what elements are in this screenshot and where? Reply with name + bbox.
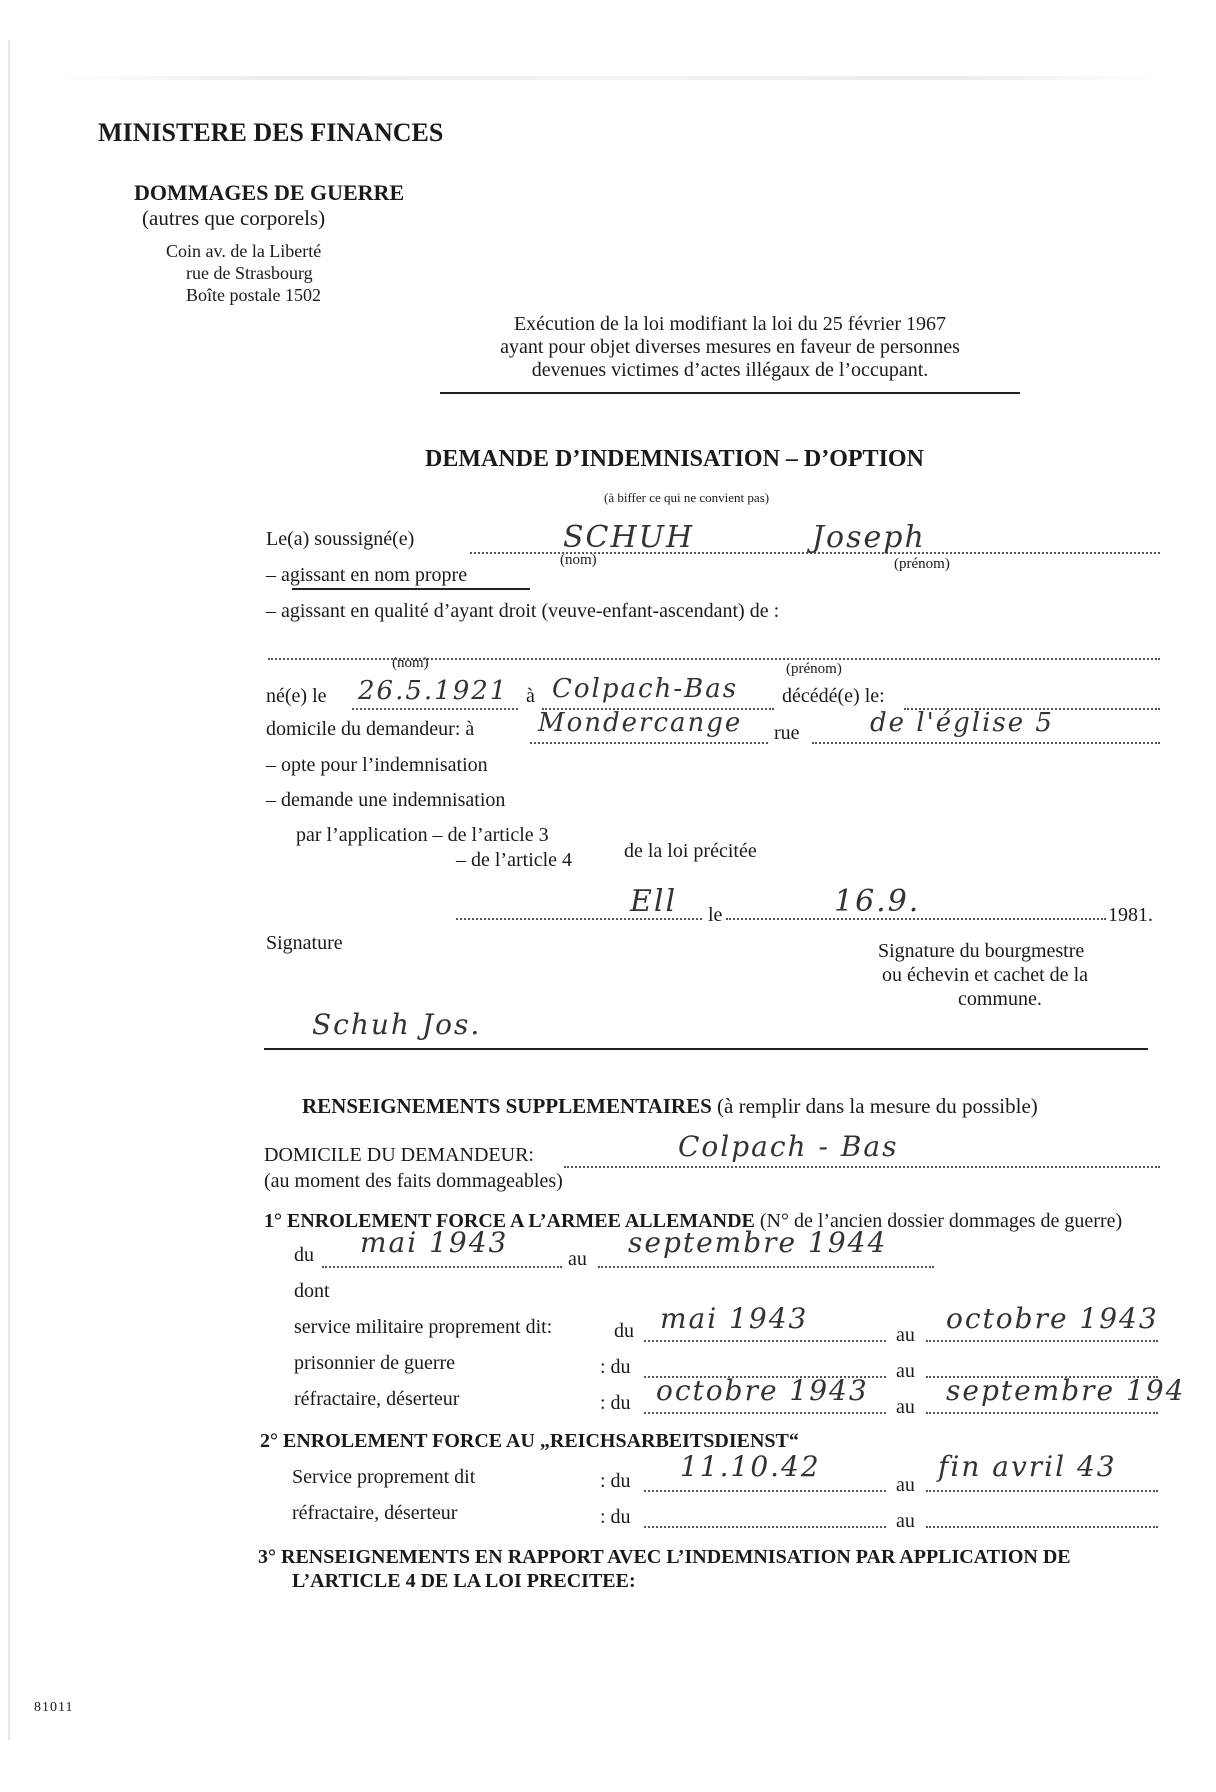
- military-service-label: service militaire proprement dit:: [294, 1316, 553, 1338]
- handwritten-deserter-to: septembre 194: [946, 1374, 1186, 1407]
- section-1-title: ENROLEMENT FORCE A L’ARMEE ALLEMANDE: [287, 1210, 755, 1232]
- address-line-1: Coin av. de la Liberté: [166, 241, 322, 261]
- domicile-town-line: [530, 742, 768, 744]
- army-au-label: au: [568, 1248, 587, 1270]
- military-to-line: [926, 1340, 1158, 1342]
- deserter-to-line: [926, 1412, 1158, 1414]
- handwritten-place: Ell: [630, 884, 678, 919]
- handwritten-service-from: mai 1943: [660, 1302, 809, 1335]
- ministry-title: MINISTERE DES FINANCES: [98, 118, 444, 147]
- nom-label-2: (nom): [392, 655, 429, 671]
- deserter-au-label: au: [896, 1396, 915, 1418]
- deserter-du-label: : du: [600, 1392, 631, 1414]
- undersigned-label: Le(a) soussigné(e): [266, 528, 415, 550]
- opt-option: – opte pour l’indemnisation: [266, 754, 488, 776]
- year-printed: 1981.: [1108, 904, 1153, 926]
- deceased-label: décédé(e) le:: [782, 685, 885, 707]
- deserter-from-line: [644, 1412, 886, 1414]
- law-line-3: devenues victimes d’actes illégaux de l’occupant.: [531, 359, 929, 381]
- supplementary-title: [302, 1094, 1038, 1119]
- section-2-title: ENROLEMENT FORCE AU „REICHSARBEITSDIENST“: [283, 1430, 799, 1452]
- section-1-note: (N° de l’ancien dossier dommages de guerre): [759, 1210, 1123, 1232]
- strike-note: (à biffer ce qui ne convient pas): [604, 490, 770, 505]
- signature-label: Signature: [266, 932, 343, 954]
- section-3-line-1: RENSEIGNEMENTS EN RAPPORT AVEC L’INDEMNISATION PAR APPLICATION DE: [281, 1546, 1071, 1568]
- rad-deserter-from-line: [644, 1526, 886, 1528]
- address-line-2: rue de Strasbourg: [186, 263, 313, 283]
- handwritten-street: de l'église 5: [870, 708, 1054, 738]
- extra-domicile-note: (au moment des faits dommageables): [264, 1170, 563, 1192]
- law-line-2: ayant pour objet diverses mesures en faveur de personnes: [500, 336, 960, 358]
- handwritten-first-name: Joseph: [812, 520, 926, 555]
- rad-deserter-to-line: [926, 1526, 1158, 1528]
- nom-label: (nom): [560, 552, 597, 568]
- rad-du-label: : du: [600, 1470, 631, 1492]
- application-article-3: par l’application – de l’article 3: [296, 824, 549, 846]
- born-label: né(e) le: [266, 685, 327, 707]
- rad-to-line: [926, 1490, 1158, 1492]
- section-1-number: 1°: [264, 1210, 282, 1232]
- handwritten-service-to: octobre 1943: [946, 1302, 1159, 1335]
- handwritten-domicile-at-events: Colpach - Bas: [678, 1130, 899, 1163]
- handwritten-surname: SCHUH: [563, 520, 695, 555]
- address-line-3: Boîte postale 1502: [186, 285, 321, 305]
- rad-service-label: Service proprement dit: [292, 1466, 476, 1488]
- scan-edge: [8, 40, 10, 1740]
- rad-deserter-label: réfractaire, déserteur: [292, 1502, 458, 1524]
- handwritten-birth-place: Colpach-Bas: [552, 674, 739, 704]
- army-to-line: [598, 1266, 934, 1268]
- rad-deserter-du-label: : du: [600, 1506, 631, 1528]
- law-line-1: Exécution de la loi modifiant la loi du 25 février 1967: [513, 313, 947, 335]
- birth-date-line: [352, 708, 518, 710]
- prisoner-du-label: : du: [600, 1356, 631, 1378]
- at-label: à: [526, 685, 535, 707]
- supplementary-title-note: (à remplir dans la mesure du possible): [717, 1094, 1038, 1118]
- handwritten-birth-date: 26.5.1921: [358, 676, 509, 706]
- street-label: rue: [774, 722, 800, 744]
- section-2-number: 2°: [260, 1430, 278, 1452]
- deserter-label: réfractaire, déserteur: [294, 1388, 460, 1410]
- military-from-line: [644, 1340, 886, 1342]
- military-au-label: au: [896, 1324, 915, 1346]
- applicant-signature: Schuh Jos.: [312, 1008, 482, 1041]
- mayor-signature-line-3: commune.: [958, 988, 1042, 1010]
- street-line: [812, 742, 1160, 744]
- handwritten-domicile-town: Mondercange: [538, 708, 743, 738]
- section-3-heading: [258, 1546, 1071, 1569]
- section-3-number: 3°: [258, 1546, 276, 1568]
- section-3-line-2: L’ARTICLE 4 DE LA LOI PRECITEE:: [292, 1570, 636, 1592]
- supplementary-title-bold: RENSEIGNEMENTS SUPPLEMENTAIRES: [302, 1094, 712, 1118]
- mayor-signature-line-2: ou échevin et cachet de la: [882, 964, 1088, 986]
- extra-domicile-label: DOMICILE DU DEMANDEUR:: [264, 1144, 534, 1166]
- date-le-label: le: [708, 904, 723, 926]
- own-name-option: – agissant en nom propre: [266, 564, 468, 586]
- handwritten-army-to: septembre 1944: [628, 1226, 888, 1259]
- service-title: DOMMAGES DE GUERRE: [134, 180, 405, 205]
- form-title: DEMANDE D’INDEMNISATION – D’OPTION: [425, 446, 924, 472]
- handwritten-rad-to: fin avril 43: [938, 1450, 1117, 1483]
- prenom-label-2: (prénom): [786, 661, 842, 677]
- army-from-line: [322, 1266, 562, 1268]
- army-du-label: du: [294, 1244, 314, 1266]
- own-name-underline: [292, 588, 530, 590]
- rightful-claimant-option: – agissant en qualité d’ayant droit (veuve-enfant-ascendant) de :: [266, 600, 780, 622]
- mayor-signature-line-1: Signature du bourgmestre: [878, 940, 1085, 962]
- handwritten-rad-from: 11.10.42: [680, 1450, 821, 1483]
- service-subtitle: (autres que corporels): [142, 206, 326, 230]
- handwritten-army-from: mai 1943: [360, 1226, 509, 1259]
- rad-au-label: au: [896, 1474, 915, 1496]
- scan-artifact: [60, 76, 1160, 80]
- form-code: 81011: [34, 1700, 74, 1715]
- prisoner-label: prisonnier de guerre: [294, 1352, 456, 1374]
- prenom-label: (prénom): [894, 556, 950, 572]
- extra-domicile-line: [564, 1166, 1160, 1168]
- law-underline: [440, 392, 1020, 394]
- prisoner-au-label: au: [896, 1360, 915, 1382]
- dont-label: dont: [294, 1280, 330, 1302]
- domicile-label: domicile du demandeur: à: [266, 718, 475, 740]
- rad-deserter-au-label: au: [896, 1510, 915, 1532]
- law-reference: de la loi précitée: [624, 840, 757, 862]
- military-du-label: du: [614, 1320, 634, 1342]
- signature-underline: [264, 1048, 1148, 1050]
- rad-from-line: [644, 1490, 886, 1492]
- handwritten-date: 16.9.: [834, 884, 921, 919]
- application-article-4: – de l’article 4: [456, 849, 573, 871]
- handwritten-deserter-from: octobre 1943: [656, 1374, 869, 1407]
- request-option: – demande une indemnisation: [266, 789, 506, 811]
